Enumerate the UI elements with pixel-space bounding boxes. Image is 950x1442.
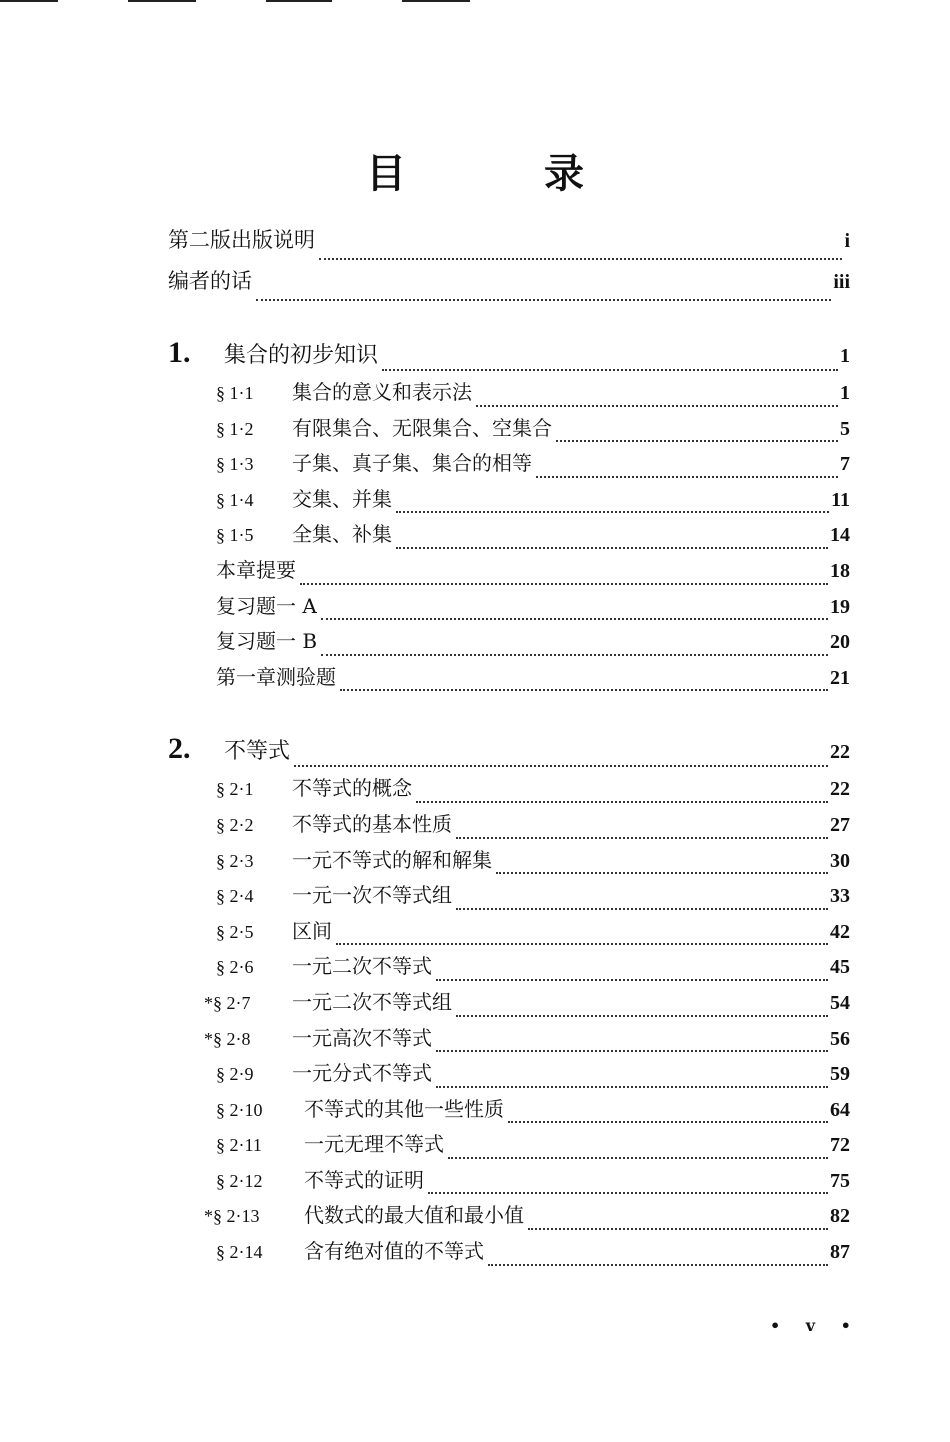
leader-dots: [476, 405, 838, 407]
leader-dots: [396, 511, 829, 513]
chapter-number: 2.: [168, 732, 191, 766]
section-label: 不等式的证明: [304, 1167, 424, 1192]
section-entry[interactable]: [168, 986, 850, 1022]
chapter-title: 不等式: [224, 739, 291, 765]
toc-entry[interactable]: [168, 224, 850, 265]
section-page: 11: [831, 488, 850, 511]
section-entry[interactable]: [168, 1235, 850, 1271]
section-label: 子集、真子集、集合的相等: [292, 451, 532, 476]
section-label: 复习题一 B: [216, 629, 318, 654]
leader-dots: [536, 476, 838, 478]
section-entry[interactable]: [168, 1199, 850, 1235]
scan-edge-line: [402, 0, 470, 2]
section-page: 18: [830, 559, 850, 582]
section-number: § 1·4: [216, 489, 254, 510]
leader-dots: [456, 908, 828, 910]
section-page: 75: [830, 1169, 850, 1192]
toc-entry[interactable]: [168, 265, 850, 306]
section-page: 22: [830, 778, 850, 801]
chapter-heading[interactable]: [168, 732, 850, 772]
leader-dots: [321, 654, 828, 656]
leader-dots: [416, 801, 828, 803]
section-page: 42: [830, 920, 850, 943]
section-label: 本章提要: [216, 557, 296, 582]
section-entry[interactable]: [168, 879, 850, 915]
section-number: § 1·1: [216, 383, 254, 403]
section-entry[interactable]: [168, 915, 850, 951]
section-label: 第一章测验题: [216, 664, 336, 689]
section-entry[interactable]: [168, 1057, 850, 1093]
section-page: 64: [830, 1098, 850, 1121]
section-entry[interactable]: [168, 625, 850, 661]
section-page: 54: [830, 991, 850, 1014]
section-entry[interactable]: [168, 590, 850, 626]
chapter-title: 集合的初步知识: [224, 343, 379, 368]
section-page: 82: [830, 1205, 850, 1228]
chapter-page: 1: [840, 345, 850, 367]
chapter-heading[interactable]: [168, 336, 850, 376]
leader-dots: [396, 547, 828, 549]
section-number: § 2·4: [216, 886, 254, 907]
section-label: 代数式的最大值和最小值: [304, 1203, 524, 1228]
section-label: 有限集合、无限集合、空集合: [292, 415, 552, 440]
section-label: 一元高次不等式: [292, 1025, 432, 1050]
section-number: § 2·6: [216, 957, 254, 978]
section-page: 45: [830, 956, 850, 979]
section-label: 一元无理不等式: [304, 1132, 444, 1157]
leader-dots: [340, 689, 828, 691]
section-entry[interactable]: [168, 808, 850, 844]
section-page: 20: [830, 631, 850, 654]
leader-dots: [456, 837, 828, 839]
section-entry[interactable]: [168, 1022, 850, 1058]
section-label: 含有绝对值的不等式: [304, 1239, 484, 1264]
leader-dots: [436, 1086, 828, 1088]
section-entry[interactable]: [168, 950, 850, 986]
leader-dots: [456, 1015, 828, 1017]
section-number: § 1·2: [216, 418, 254, 439]
section-entry[interactable]: [168, 1093, 850, 1129]
section-page: 30: [830, 849, 850, 872]
section-number: § 2·3: [216, 850, 254, 871]
table-of-contents: [168, 224, 850, 1271]
leader-dots: [382, 369, 838, 371]
section-page: 27: [830, 813, 850, 836]
section-number: *§ 2·7: [204, 992, 251, 1013]
section-label: 不等式的其他一些性质: [304, 1096, 504, 1121]
leader-dots: [300, 583, 828, 585]
section-entry[interactable]: [168, 412, 850, 448]
section-page: 19: [830, 595, 850, 618]
section-page: 59: [830, 1063, 850, 1086]
section-entry[interactable]: [168, 844, 850, 880]
section-page: 56: [830, 1027, 850, 1050]
scan-edge-line: [0, 0, 58, 2]
section-label: 一元分式不等式: [292, 1061, 432, 1086]
scan-edge-line: [128, 0, 196, 2]
leader-dots: [436, 1050, 828, 1052]
section-entry[interactable]: [168, 554, 850, 590]
leader-dots: [256, 299, 831, 301]
section-number: § 2·5: [216, 921, 254, 942]
section-number: § 2·10: [216, 1099, 263, 1120]
section-number: § 2·14: [216, 1242, 263, 1263]
section-label: 集合的意义和表示法: [292, 380, 472, 404]
chapter-number: 1.: [168, 336, 191, 369]
page-number-footer: • v •: [770, 1316, 861, 1335]
section-number: § 2·2: [216, 814, 254, 835]
section-entry[interactable]: [168, 1164, 850, 1200]
section-number: § 2·9: [216, 1064, 254, 1085]
leader-dots: [321, 618, 828, 620]
section-number: § 2·12: [216, 1170, 263, 1191]
section-page: 14: [830, 524, 850, 547]
leader-dots: [448, 1157, 828, 1159]
section-label: 不等式的基本性质: [292, 811, 452, 836]
entry-page: i: [844, 230, 850, 252]
section-number: § 2·11: [216, 1135, 262, 1156]
leader-dots: [336, 943, 828, 945]
entry-page: iii: [833, 271, 850, 293]
section-page: 87: [830, 1241, 850, 1264]
section-number: § 2·1: [216, 779, 254, 800]
entry-label: 编者的话: [168, 269, 252, 293]
section-label: 复习题一 A: [216, 593, 317, 618]
section-number: § 1·3: [216, 454, 254, 475]
section-page: 72: [830, 1134, 850, 1157]
section-entry[interactable]: [168, 483, 850, 519]
section-entry[interactable]: [168, 447, 850, 483]
section-page: 33: [830, 885, 850, 908]
section-number: *§ 2·13: [204, 1206, 260, 1227]
scan-edge-line: [266, 0, 332, 2]
leader-dots: [488, 1264, 828, 1266]
section-label: 交集、并集: [292, 486, 392, 511]
section-entry[interactable]: [168, 661, 850, 697]
section-entry[interactable]: [168, 1128, 850, 1164]
section-label: 一元不等式的解和解集: [292, 847, 492, 872]
leader-dots: [319, 258, 842, 260]
leader-dots: [528, 1228, 828, 1230]
section-page: 5: [840, 417, 850, 440]
leader-dots: [436, 979, 828, 981]
page-title: 目 录: [366, 150, 646, 197]
section-number: § 1·5: [216, 525, 254, 546]
leader-dots: [508, 1121, 828, 1123]
section-number: *§ 2·8: [204, 1028, 251, 1049]
leader-dots: [556, 440, 838, 442]
section-label: 不等式的概念: [292, 776, 412, 801]
section-entry[interactable]: [168, 518, 850, 554]
section-page: 1: [840, 382, 850, 404]
section-label: 一元二次不等式: [292, 954, 432, 979]
leader-dots: [428, 1192, 828, 1194]
section-page: 21: [830, 666, 850, 689]
section-label: 一元二次不等式组: [292, 989, 452, 1014]
section-entry[interactable]: [168, 772, 850, 808]
entry-label: 第二版出版说明: [168, 228, 315, 252]
leader-dots: [294, 765, 828, 767]
section-label: 区间: [292, 918, 332, 943]
leader-dots: [496, 872, 828, 874]
section-label: 全集、补集: [292, 522, 392, 547]
chapter-page: 22: [830, 741, 850, 764]
section-entry[interactable]: [168, 376, 850, 412]
section-page: 7: [840, 453, 850, 476]
section-label: 一元一次不等式组: [292, 883, 452, 908]
